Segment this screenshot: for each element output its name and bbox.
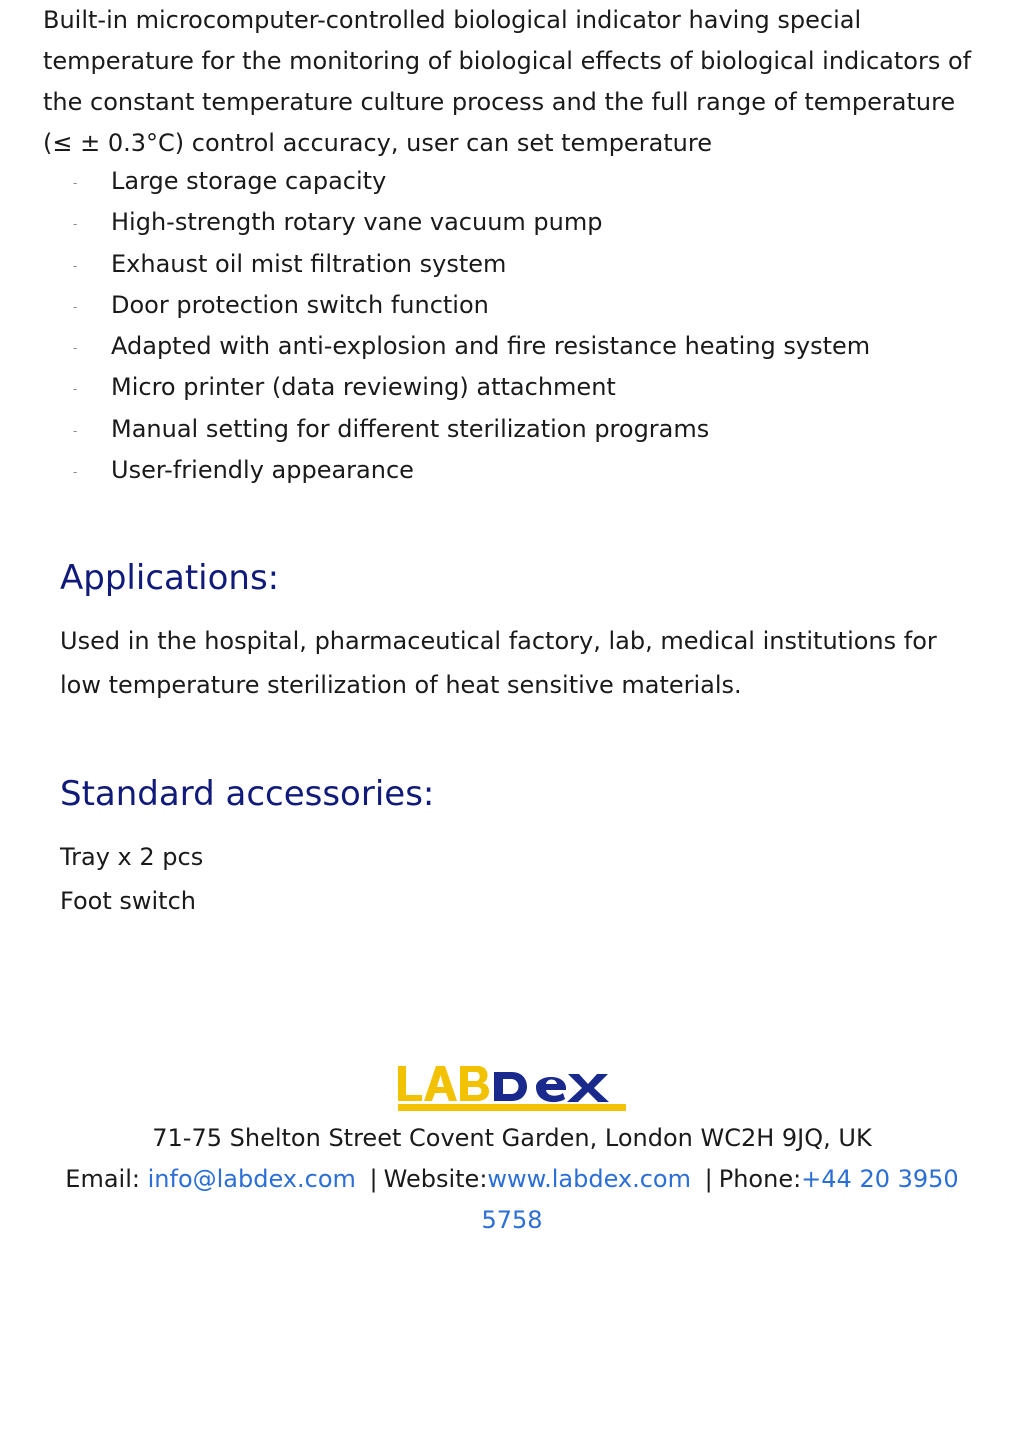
separator: | <box>369 1165 378 1193</box>
separator: | <box>704 1165 713 1193</box>
footer <box>0 1060 1024 1241</box>
feature-text: User-friendly appearance <box>111 456 414 485</box>
accessories-list <box>60 835 980 923</box>
accessory-item: Tray x 2 pcs <box>60 843 204 871</box>
feature-text: Exhaust oil mist filtration system <box>111 249 507 278</box>
email-link[interactable]: info@labdex.com <box>147 1165 356 1193</box>
bullet-dash-icon: - <box>73 217 78 232</box>
list-item <box>43 202 973 243</box>
bullet-dash-icon: - <box>73 382 78 397</box>
list-item <box>43 161 973 202</box>
phone-continuation <box>0 1200 1024 1241</box>
feature-text: Large storage capacity <box>111 167 387 195</box>
phone-link-continuation[interactable]: 5758 <box>481 1206 543 1234</box>
feature-text: Adapted with anti-explosion and fire resistance heating system <box>111 332 871 361</box>
list-item <box>43 450 973 491</box>
applications-text: Used in the hospital, pharmaceutical factory, lab, medical institutions for low temperature sterilization of heat sensitive materials. <box>60 627 937 699</box>
bullet-dash-icon: - <box>73 176 78 190</box>
footer-contact <box>0 1159 1024 1200</box>
applications-heading: Applications: <box>60 558 280 598</box>
list-item <box>43 409 973 450</box>
feature-text: Manual setting for different sterilization programs <box>111 414 710 443</box>
list-item <box>43 367 973 408</box>
bullet-dash-icon: - <box>73 299 78 314</box>
bullet-dash-icon: - <box>73 465 78 480</box>
feature-text: Micro printer (data reviewing) attachment <box>111 373 616 402</box>
accessories-heading: Standard accessories: <box>60 774 435 814</box>
phone-label: Phone: <box>718 1165 802 1193</box>
website-label: Website: <box>383 1165 488 1193</box>
bullet-dash-icon: - <box>73 341 78 356</box>
phone-link[interactable]: +44 20 3950 <box>801 1165 959 1193</box>
footer-address: 71-75 Shelton Street Covent Garden, London WC2H 9JQ, UK <box>152 1124 872 1152</box>
bullet-dash-icon: - <box>73 423 78 438</box>
accessory-item: Foot switch <box>60 887 196 915</box>
feature-text: Door protection switch function <box>111 290 489 319</box>
list-item <box>43 244 973 285</box>
list-item <box>43 326 973 367</box>
website-link[interactable]: www.labdex.com <box>487 1165 691 1193</box>
bullet-dash-icon: - <box>73 258 78 273</box>
feature-text: High-strength rotary vane vacuum pump <box>111 208 603 237</box>
email-label: Email: <box>65 1165 140 1193</box>
feature-list <box>43 161 973 491</box>
labdex-logo <box>396 1060 628 1116</box>
intro-paragraph: Built-in microcomputer-controlled biological indicator having special temperature for the monitoring of biological effects of biological indicators of the constant temperature culture process and the full range of temperature (≤ ± 0.3°C) control accuracy, user can set temperature <box>43 6 972 157</box>
list-item <box>43 285 973 326</box>
